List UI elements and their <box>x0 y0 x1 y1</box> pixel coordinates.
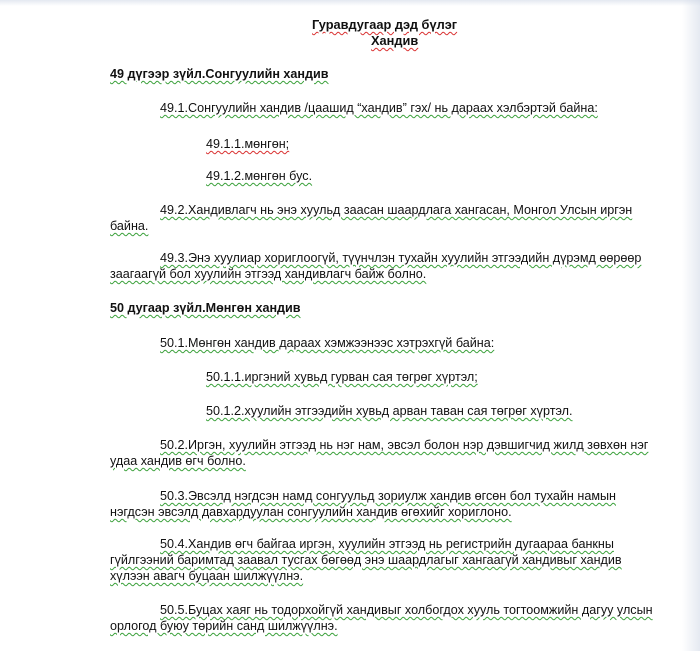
article-50-heading: 50 дугаар зүйл.Мөнгөн хандив <box>110 301 301 315</box>
chapter-subtitle: Хандив <box>371 33 419 48</box>
paragraph-49-1-2: 49.1.2.мөнгөн бус. <box>206 169 313 183</box>
paragraph-50-5-line2: орлогод буюу төрийн санд шилжүүлнэ. <box>110 619 338 633</box>
paragraph-49-3-line1: 49.3.Энэ хуулиар хориглоогүй, түүнчлэн тухайн хуулийн этгээдийн дүрэмд өөрөөр <box>160 251 642 265</box>
paragraph-50-4-line1: 50.4.Хандив өгч байгаа иргэн, хуулийн этгээд нь регистрийн дугаараа банкны <box>160 537 614 551</box>
paragraph-50-5-line1: 50.5.Буцах хаяг нь тодорхойгүй хандивыг холбогдох хууль тогтоомжийн дагуу улсын <box>160 603 653 617</box>
paragraph-49-1: 49.1.Сонгуулийн хандив /цаашид “хандив” гэх/ нь дараах хэлбэртэй байна: <box>160 101 598 115</box>
paragraph-49-2-line2: байна. <box>110 219 149 233</box>
paragraph-50-3-line1: 50.3.Эвсэлд нэгдсэн намд сонгуульд зориулж хандив өгсөн бол тухайн намын <box>160 489 616 503</box>
article-49-heading: 49 дүгээр зүйл.Сонгуулийн хандив <box>110 67 329 81</box>
paragraph-50-2-line2: удаа хандив өгч болно. <box>110 454 246 468</box>
paragraph-50-4-line2: гүйлгээний баримтад заавал тусгах бөгөөд энэ шаардлагыг хангаагүй хандивыг хандив <box>110 553 622 567</box>
chapter-title: Гуравдугаар дэд бүлэг <box>312 17 458 32</box>
paragraph-49-1-1: 49.1.1.мөнгөн; <box>206 137 290 151</box>
paragraph-49-3-line2: заагаагүй бол хуулийн этгээд хандивлагч байж болно. <box>110 267 427 281</box>
paragraph-49-2-line1: 49.2.Хандивлагч нь энэ хуульд заасан шаардлага хангасан, Монгол Улсын иргэн <box>160 203 633 217</box>
paragraph-50-4-line3: хүлээн авагч буцаан шилжүүлнэ. <box>110 569 304 583</box>
paragraph-50-3-line2: нэгдсэн эвсэлд давхардуулан сонгуулийн хандив өгөхийг хориглоно. <box>110 505 512 519</box>
paragraph-50-1-2: 50.1.2.хуулийн этгээдийн хувьд арван таван сая төгрөг хүртэл. <box>206 404 573 418</box>
paragraph-50-1: 50.1.Мөнгөн хандив дараах хэмжээнээс хэтрэхгүй байна: <box>160 336 495 350</box>
paragraph-50-2-line1: 50.2.Иргэн, хуулийн этгээд нь нэг нам, эвсэл болон нэр дэвшигчид жилд зөвхөн нэг <box>160 438 649 452</box>
paragraph-50-1-1: 50.1.1.иргэний хувьд гурван сая төгрөг хүртэл; <box>206 370 478 384</box>
